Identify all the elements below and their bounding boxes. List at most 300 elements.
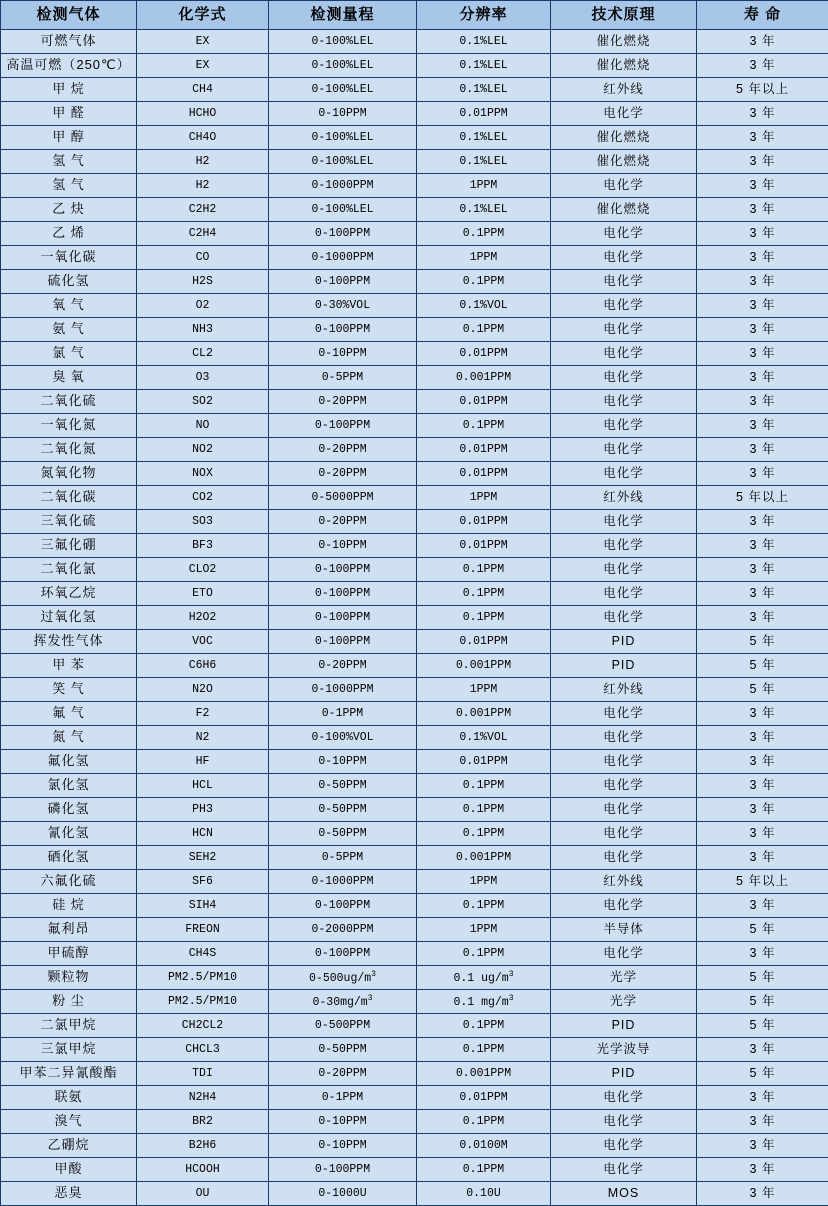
cell-lifetime: 3 年 — [697, 150, 828, 174]
cell-detection-range: 0-100%LEL — [269, 54, 417, 78]
table-row — [1, 558, 828, 582]
cell-chemical-formula: CO2 — [137, 486, 269, 510]
cell-lifetime: 3 年 — [697, 462, 828, 486]
table-row — [1, 414, 828, 438]
cell-chemical-formula: CH4O — [137, 126, 269, 150]
cell-lifetime: 3 年 — [697, 798, 828, 822]
cell-technology-principle: 电化学 — [551, 1110, 697, 1134]
cell-gas-name: 粉 尘 — [1, 990, 137, 1014]
cell-technology-principle: 电化学 — [551, 510, 697, 534]
cell-resolution: 0.1PPM — [417, 270, 551, 294]
cell-detection-range: 0-20PPM — [269, 390, 417, 414]
table-row — [1, 942, 828, 966]
cell-technology-principle: 电化学 — [551, 750, 697, 774]
cell-lifetime: 5 年 — [697, 630, 828, 654]
cell-gas-name: 甲 醇 — [1, 126, 137, 150]
cell-technology-principle: 催化燃烧 — [551, 54, 697, 78]
table-row — [1, 174, 828, 198]
cell-chemical-formula: H2 — [137, 150, 269, 174]
cell-technology-principle: 电化学 — [551, 942, 697, 966]
cell-detection-range: 0-100PPM — [269, 318, 417, 342]
cell-technology-principle: 红外线 — [551, 486, 697, 510]
cell-gas-name: 颗粒物 — [1, 966, 137, 990]
cell-resolution: 0.1PPM — [417, 822, 551, 846]
cell-technology-principle: 光学 — [551, 966, 697, 990]
cell-detection-range: 0-1000PPM — [269, 870, 417, 894]
cell-technology-principle: 催化燃烧 — [551, 30, 697, 54]
cell-chemical-formula: CH2CL2 — [137, 1014, 269, 1038]
cell-gas-name: 硅 烷 — [1, 894, 137, 918]
table-row — [1, 78, 828, 102]
table-row — [1, 150, 828, 174]
cell-detection-range: 0-10PPM — [269, 342, 417, 366]
cell-detection-range: 0-100PPM — [269, 558, 417, 582]
cell-gas-name: 乙 炔 — [1, 198, 137, 222]
cell-detection-range: 0-50PPM — [269, 1038, 417, 1062]
cell-lifetime: 3 年 — [697, 222, 828, 246]
cell-resolution: 0.1PPM — [417, 558, 551, 582]
cell-lifetime: 5 年以上 — [697, 870, 828, 894]
cell-detection-range: 0-1000PPM — [269, 246, 417, 270]
table-row — [1, 750, 828, 774]
cell-technology-principle: PID — [551, 1062, 697, 1086]
cell-chemical-formula: O2 — [137, 294, 269, 318]
cell-resolution: 0.1PPM — [417, 1158, 551, 1182]
cell-resolution: 0.1PPM — [417, 798, 551, 822]
cell-chemical-formula: BF3 — [137, 534, 269, 558]
table-row — [1, 1158, 828, 1182]
cell-chemical-formula: PM2.5/PM10 — [137, 966, 269, 990]
cell-gas-name: 甲 烷 — [1, 78, 137, 102]
cell-detection-range: $0-30mg/m^3$ — [269, 990, 417, 1014]
cell-detection-range: 0-5000PPM — [269, 486, 417, 510]
cell-technology-principle: 电化学 — [551, 726, 697, 750]
cell-detection-range: 0-100%LEL — [269, 198, 417, 222]
cell-technology-principle: 光学波导 — [551, 1038, 697, 1062]
cell-chemical-formula: BR2 — [137, 1110, 269, 1134]
cell-lifetime: 3 年 — [697, 438, 828, 462]
cell-chemical-formula: TDI — [137, 1062, 269, 1086]
cell-chemical-formula: H2 — [137, 174, 269, 198]
table-row — [1, 774, 828, 798]
cell-lifetime: 3 年 — [697, 894, 828, 918]
cell-gas-name: 高温可燃（250℃） — [1, 54, 137, 78]
cell-lifetime: 5 年 — [697, 654, 828, 678]
cell-chemical-formula: ETO — [137, 582, 269, 606]
cell-chemical-formula: CH4 — [137, 78, 269, 102]
table-row — [1, 54, 828, 78]
cell-gas-name: 挥发性气体 — [1, 630, 137, 654]
cell-resolution: 0.1PPM — [417, 774, 551, 798]
table-row — [1, 222, 828, 246]
cell-detection-range: 0-10PPM — [269, 1134, 417, 1158]
table-header-row — [1, 1, 828, 30]
cell-resolution: 1PPM — [417, 486, 551, 510]
cell-technology-principle: 电化学 — [551, 606, 697, 630]
cell-gas-name: 三氟化硼 — [1, 534, 137, 558]
cell-resolution: 0.0100M — [417, 1134, 551, 1158]
cell-chemical-formula: VOC — [137, 630, 269, 654]
cell-resolution: 0.001PPM — [417, 366, 551, 390]
cell-resolution: 0.1PPM — [417, 942, 551, 966]
cell-resolution: 1PPM — [417, 870, 551, 894]
cell-detection-range: 0-50PPM — [269, 798, 417, 822]
cell-gas-name: 氟化氢 — [1, 750, 137, 774]
cell-resolution: 0.1%LEL — [417, 198, 551, 222]
cell-detection-range: 0-100PPM — [269, 894, 417, 918]
cell-technology-principle: 电化学 — [551, 318, 697, 342]
cell-resolution: 0.1PPM — [417, 1038, 551, 1062]
cell-gas-name: 氮氧化物 — [1, 462, 137, 486]
cell-detection-range: 0-20PPM — [269, 1062, 417, 1086]
cell-chemical-formula: NO — [137, 414, 269, 438]
cell-resolution: 0.01PPM — [417, 534, 551, 558]
cell-technology-principle: 催化燃烧 — [551, 150, 697, 174]
cell-detection-range: 0-10PPM — [269, 1110, 417, 1134]
cell-technology-principle: 电化学 — [551, 438, 697, 462]
cell-chemical-formula: N2H4 — [137, 1086, 269, 1110]
table-row — [1, 918, 828, 942]
cell-resolution: 0.001PPM — [417, 702, 551, 726]
table-row — [1, 1086, 828, 1110]
cell-chemical-formula: HCN — [137, 822, 269, 846]
table-row — [1, 654, 828, 678]
cell-chemical-formula: CO — [137, 246, 269, 270]
cell-technology-principle: 电化学 — [551, 366, 697, 390]
cell-resolution: 0.1PPM — [417, 414, 551, 438]
cell-gas-name: 三氯甲烷 — [1, 1038, 137, 1062]
cell-lifetime: 3 年 — [697, 414, 828, 438]
column-header-principle: 技术原理 — [551, 1, 697, 30]
cell-resolution: 0.01PPM — [417, 438, 551, 462]
cell-gas-name: 二氧化氯 — [1, 558, 137, 582]
column-header-gas: 检测气体 — [1, 1, 137, 30]
cell-resolution: 0.1PPM — [417, 1014, 551, 1038]
cell-lifetime: 5 年 — [697, 918, 828, 942]
table-row — [1, 246, 828, 270]
cell-chemical-formula: H2O2 — [137, 606, 269, 630]
cell-technology-principle: 红外线 — [551, 678, 697, 702]
cell-gas-name: 三氧化硫 — [1, 510, 137, 534]
table-row — [1, 438, 828, 462]
table-row — [1, 318, 828, 342]
cell-gas-name: 氧 气 — [1, 294, 137, 318]
cell-detection-range: 0-100PPM — [269, 414, 417, 438]
cell-resolution: 0.1 $ug/m^3$ — [417, 966, 551, 990]
cell-detection-range: 0-100PPM — [269, 606, 417, 630]
cell-technology-principle: 红外线 — [551, 870, 697, 894]
cell-detection-range: 0-5PPM — [269, 366, 417, 390]
cell-lifetime: 3 年 — [697, 606, 828, 630]
cell-detection-range: 0-1PPM — [269, 1086, 417, 1110]
cell-gas-name: 环氧乙烷 — [1, 582, 137, 606]
cell-lifetime: 3 年 — [697, 126, 828, 150]
cell-chemical-formula: HCL — [137, 774, 269, 798]
cell-lifetime: 3 年 — [697, 318, 828, 342]
table-row — [1, 486, 828, 510]
cell-detection-range: 0-20PPM — [269, 510, 417, 534]
table-row — [1, 1038, 828, 1062]
cell-lifetime: 3 年 — [697, 1158, 828, 1182]
cell-lifetime: 3 年 — [697, 510, 828, 534]
cell-detection-range: 0-20PPM — [269, 654, 417, 678]
cell-chemical-formula: SEH2 — [137, 846, 269, 870]
cell-resolution: 0.01PPM — [417, 630, 551, 654]
cell-technology-principle: 半导体 — [551, 918, 697, 942]
cell-gas-name: 氨 气 — [1, 318, 137, 342]
cell-lifetime: 5 年以上 — [697, 486, 828, 510]
cell-technology-principle: 电化学 — [551, 294, 697, 318]
cell-chemical-formula: O3 — [137, 366, 269, 390]
cell-lifetime: 3 年 — [697, 246, 828, 270]
table-row — [1, 126, 828, 150]
cell-lifetime: 5 年 — [697, 1014, 828, 1038]
cell-gas-name: 氯 气 — [1, 342, 137, 366]
cell-gas-name: 溴气 — [1, 1110, 137, 1134]
cell-resolution: 0.01PPM — [417, 750, 551, 774]
cell-resolution: 0.1%VOL — [417, 726, 551, 750]
cell-gas-name: 硫化氢 — [1, 270, 137, 294]
table-row — [1, 198, 828, 222]
cell-gas-name: 一氧化氮 — [1, 414, 137, 438]
cell-lifetime: 5 年 — [697, 678, 828, 702]
cell-gas-name: 甲硫醇 — [1, 942, 137, 966]
cell-detection-range: 0-1000PPM — [269, 174, 417, 198]
cell-chemical-formula: OU — [137, 1182, 269, 1206]
cell-technology-principle: 电化学 — [551, 582, 697, 606]
cell-lifetime: 3 年 — [697, 102, 828, 126]
cell-gas-name: 氢 气 — [1, 174, 137, 198]
cell-technology-principle: 电化学 — [551, 390, 697, 414]
cell-chemical-formula: FREON — [137, 918, 269, 942]
cell-gas-name: 过氧化氢 — [1, 606, 137, 630]
table-row — [1, 342, 828, 366]
table-row — [1, 294, 828, 318]
cell-chemical-formula: PM2.5/PM10 — [137, 990, 269, 1014]
cell-resolution: 0.1%VOL — [417, 294, 551, 318]
table-row — [1, 534, 828, 558]
cell-lifetime: 3 年 — [697, 942, 828, 966]
cell-gas-name: 氢 气 — [1, 150, 137, 174]
cell-lifetime: 3 年 — [697, 822, 828, 846]
cell-technology-principle: 电化学 — [551, 774, 697, 798]
cell-chemical-formula: C6H6 — [137, 654, 269, 678]
cell-lifetime: 3 年 — [697, 1134, 828, 1158]
cell-gas-name: 二氧化碳 — [1, 486, 137, 510]
cell-gas-name: 硒化氢 — [1, 846, 137, 870]
table-row — [1, 798, 828, 822]
cell-technology-principle: 电化学 — [551, 222, 697, 246]
cell-technology-principle: 电化学 — [551, 414, 697, 438]
table-row — [1, 606, 828, 630]
cell-chemical-formula: SO3 — [137, 510, 269, 534]
table-row — [1, 1182, 828, 1206]
table-body — [1, 30, 828, 1206]
column-header-formula: 化学式 — [137, 1, 269, 30]
table-row — [1, 582, 828, 606]
cell-resolution: 0.1%LEL — [417, 126, 551, 150]
cell-resolution: 0.1%LEL — [417, 150, 551, 174]
cell-chemical-formula: C2H2 — [137, 198, 269, 222]
cell-detection-range: 0-100PPM — [269, 582, 417, 606]
cell-lifetime: 3 年 — [697, 1182, 828, 1206]
table-row — [1, 102, 828, 126]
table-row — [1, 30, 828, 54]
cell-detection-range: 0-30%VOL — [269, 294, 417, 318]
table-row — [1, 390, 828, 414]
cell-detection-range: 0-50PPM — [269, 774, 417, 798]
table-row — [1, 630, 828, 654]
cell-detection-range: 0-100%LEL — [269, 150, 417, 174]
cell-lifetime: 3 年 — [697, 54, 828, 78]
column-header-lifetime: 寿 命 — [697, 1, 828, 30]
cell-technology-principle: 电化学 — [551, 894, 697, 918]
cell-technology-principle: 电化学 — [551, 1086, 697, 1110]
cell-lifetime: 3 年 — [697, 534, 828, 558]
cell-resolution: 0.1PPM — [417, 606, 551, 630]
cell-lifetime: 3 年 — [697, 774, 828, 798]
table-row — [1, 1134, 828, 1158]
cell-gas-name: 甲酸 — [1, 1158, 137, 1182]
cell-chemical-formula: PH3 — [137, 798, 269, 822]
cell-chemical-formula: N2 — [137, 726, 269, 750]
table-row — [1, 1110, 828, 1134]
cell-gas-name: 恶臭 — [1, 1182, 137, 1206]
cell-technology-principle: 电化学 — [551, 246, 697, 270]
cell-resolution: 0.1PPM — [417, 222, 551, 246]
cell-gas-name: 一氧化碳 — [1, 246, 137, 270]
table-row — [1, 726, 828, 750]
cell-detection-range: $0-500ug/m^3$ — [269, 966, 417, 990]
cell-chemical-formula: CL2 — [137, 342, 269, 366]
cell-lifetime: 3 年 — [697, 558, 828, 582]
cell-resolution: 0.1 $mg/m^3$ — [417, 990, 551, 1014]
cell-detection-range: 0-100%VOL — [269, 726, 417, 750]
cell-technology-principle: 电化学 — [551, 822, 697, 846]
cell-resolution: 0.10U — [417, 1182, 551, 1206]
cell-lifetime: 3 年 — [697, 270, 828, 294]
cell-resolution: 0.01PPM — [417, 342, 551, 366]
cell-chemical-formula: NOX — [137, 462, 269, 486]
cell-gas-name: 六氟化硫 — [1, 870, 137, 894]
cell-chemical-formula: B2H6 — [137, 1134, 269, 1158]
cell-lifetime: 3 年 — [697, 390, 828, 414]
cell-technology-principle: 电化学 — [551, 1134, 697, 1158]
cell-detection-range: 0-10PPM — [269, 534, 417, 558]
cell-lifetime: 3 年 — [697, 702, 828, 726]
cell-technology-principle: 光学 — [551, 990, 697, 1014]
cell-lifetime: 5 年以上 — [697, 78, 828, 102]
cell-detection-range: 0-500PPM — [269, 1014, 417, 1038]
cell-detection-range: 0-5PPM — [269, 846, 417, 870]
cell-technology-principle: PID — [551, 1014, 697, 1038]
cell-detection-range: 0-100PPM — [269, 630, 417, 654]
table-row — [1, 846, 828, 870]
cell-gas-name: 乙 烯 — [1, 222, 137, 246]
cell-chemical-formula: CH4S — [137, 942, 269, 966]
table-row — [1, 870, 828, 894]
table-row — [1, 990, 828, 1014]
cell-lifetime: 3 年 — [697, 750, 828, 774]
table-row — [1, 1014, 828, 1038]
cell-detection-range: 0-100PPM — [269, 1158, 417, 1182]
cell-technology-principle: 电化学 — [551, 534, 697, 558]
cell-resolution: 0.01PPM — [417, 1086, 551, 1110]
table-row — [1, 462, 828, 486]
cell-chemical-formula: H2S — [137, 270, 269, 294]
cell-technology-principle: 电化学 — [551, 798, 697, 822]
cell-lifetime: 3 年 — [697, 174, 828, 198]
cell-resolution: 0.001PPM — [417, 1062, 551, 1086]
cell-chemical-formula: NH3 — [137, 318, 269, 342]
cell-lifetime: 3 年 — [697, 726, 828, 750]
cell-chemical-formula: EX — [137, 54, 269, 78]
cell-resolution: 1PPM — [417, 678, 551, 702]
cell-technology-principle: 催化燃烧 — [551, 198, 697, 222]
cell-chemical-formula: NO2 — [137, 438, 269, 462]
cell-gas-name: 二氧化硫 — [1, 390, 137, 414]
table-row — [1, 702, 828, 726]
table-row — [1, 678, 828, 702]
cell-lifetime: 5 年 — [697, 1062, 828, 1086]
cell-lifetime: 3 年 — [697, 294, 828, 318]
cell-technology-principle: PID — [551, 630, 697, 654]
cell-gas-name: 二氯甲烷 — [1, 1014, 137, 1038]
cell-lifetime: 3 年 — [697, 198, 828, 222]
cell-lifetime: 3 年 — [697, 846, 828, 870]
cell-lifetime: 3 年 — [697, 1086, 828, 1110]
cell-gas-name: 氟 气 — [1, 702, 137, 726]
cell-resolution: 1PPM — [417, 174, 551, 198]
cell-detection-range: 0-10PPM — [269, 102, 417, 126]
cell-gas-name: 氮 气 — [1, 726, 137, 750]
cell-resolution: 0.001PPM — [417, 654, 551, 678]
cell-chemical-formula: CLO2 — [137, 558, 269, 582]
cell-lifetime: 3 年 — [697, 582, 828, 606]
cell-resolution: 0.1%LEL — [417, 78, 551, 102]
cell-resolution: 0.01PPM — [417, 462, 551, 486]
cell-gas-name: 臭 氧 — [1, 366, 137, 390]
cell-lifetime: 3 年 — [697, 342, 828, 366]
table-row — [1, 966, 828, 990]
cell-chemical-formula: EX — [137, 30, 269, 54]
cell-technology-principle: 电化学 — [551, 1158, 697, 1182]
table-row — [1, 270, 828, 294]
cell-technology-principle: MOS — [551, 1182, 697, 1206]
cell-chemical-formula: CHCL3 — [137, 1038, 269, 1062]
cell-gas-name: 磷化氢 — [1, 798, 137, 822]
cell-detection-range: 0-10PPM — [269, 750, 417, 774]
cell-detection-range: 0-100%LEL — [269, 78, 417, 102]
cell-detection-range: 0-2000PPM — [269, 918, 417, 942]
cell-chemical-formula: C2H4 — [137, 222, 269, 246]
cell-chemical-formula: HCOOH — [137, 1158, 269, 1182]
cell-resolution: 0.1PPM — [417, 1110, 551, 1134]
cell-lifetime: 3 年 — [697, 30, 828, 54]
cell-chemical-formula: F2 — [137, 702, 269, 726]
cell-detection-range: 0-100PPM — [269, 222, 417, 246]
cell-chemical-formula: SIH4 — [137, 894, 269, 918]
cell-chemical-formula: SO2 — [137, 390, 269, 414]
table-row — [1, 894, 828, 918]
cell-gas-name: 联氨 — [1, 1086, 137, 1110]
cell-chemical-formula: SF6 — [137, 870, 269, 894]
cell-lifetime: 3 年 — [697, 1038, 828, 1062]
cell-resolution: 0.001PPM — [417, 846, 551, 870]
cell-detection-range: 0-50PPM — [269, 822, 417, 846]
table-header — [1, 1, 828, 30]
cell-gas-name: 氯化氢 — [1, 774, 137, 798]
